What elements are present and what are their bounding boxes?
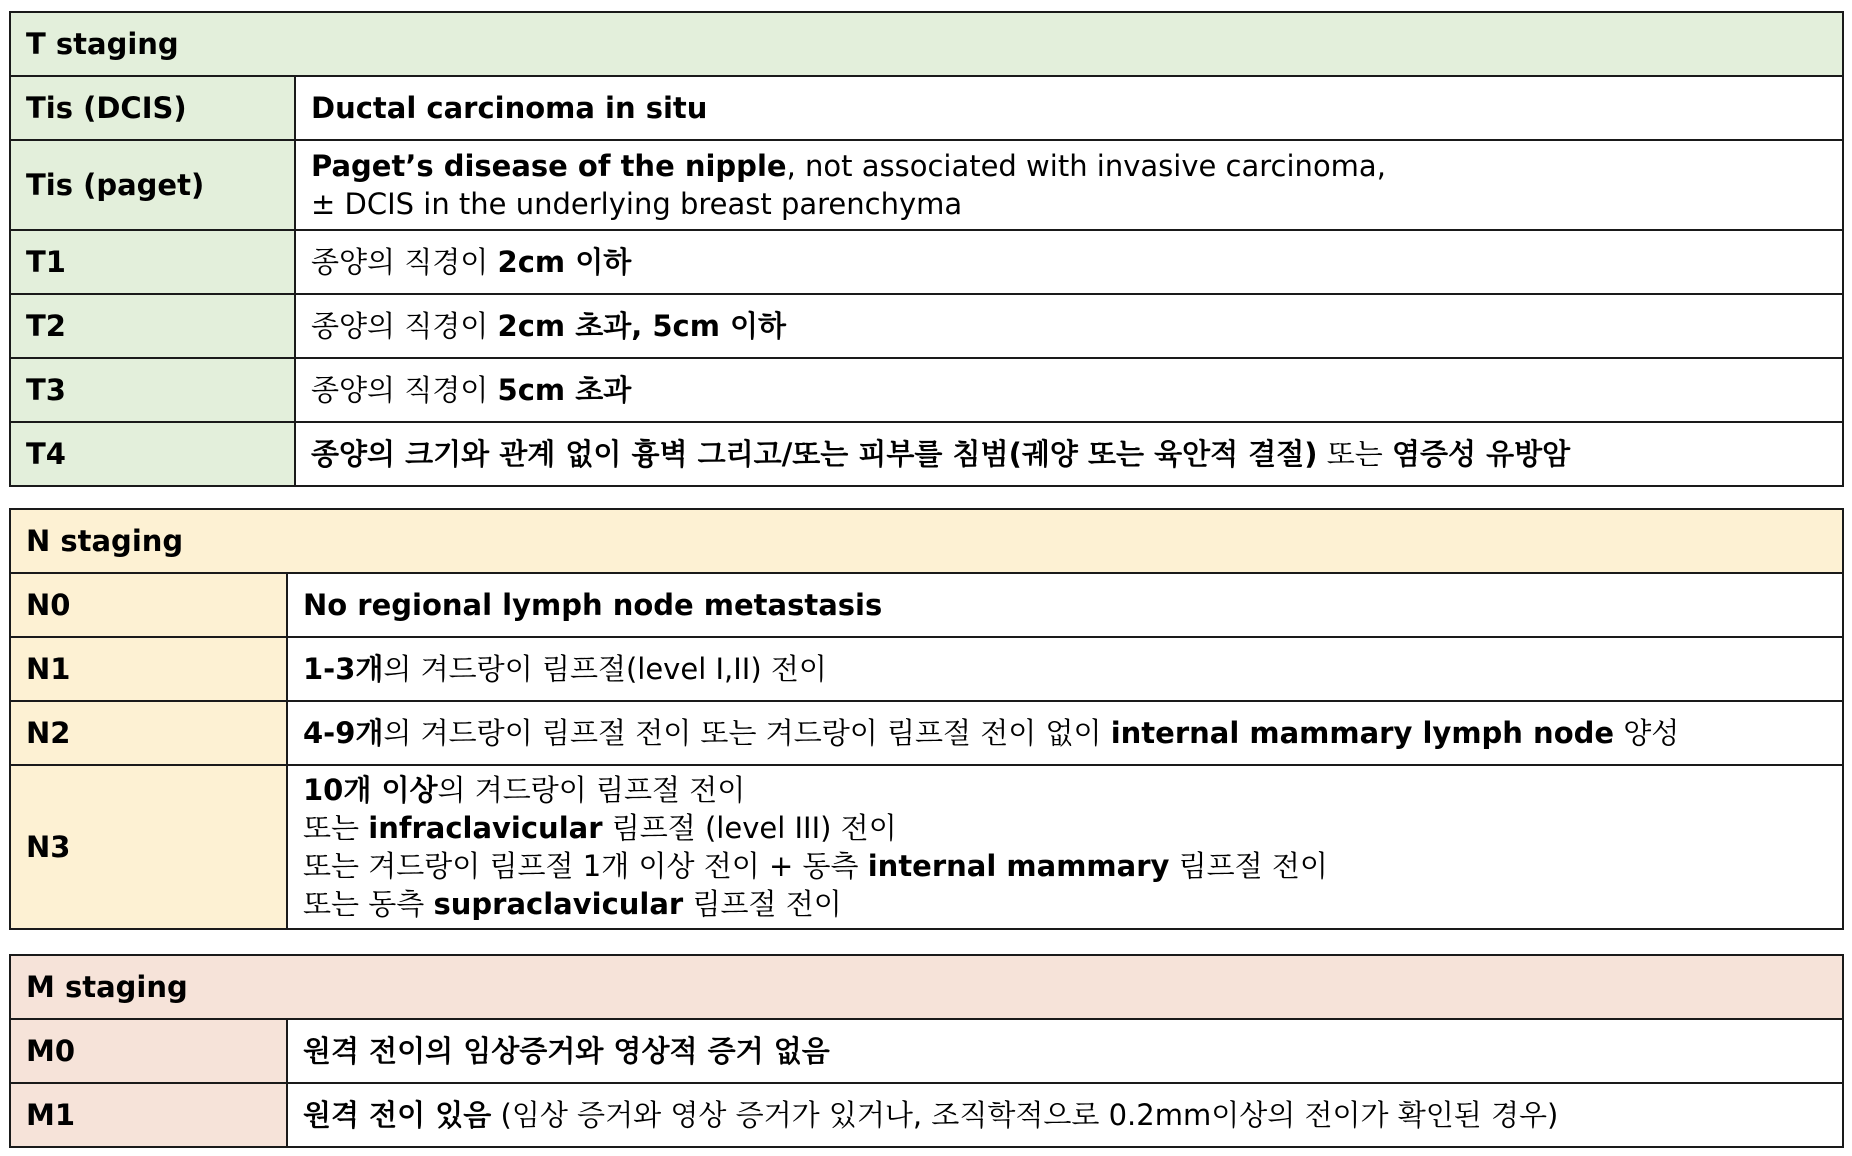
stage-label: N1 [10,637,287,701]
stage-label: N0 [10,573,287,637]
stage-description [295,140,1843,230]
description-line [311,185,1827,223]
stage-description [287,637,1843,701]
description-segment: (임상 증거와 영상 증거가 있거나, 조직학적으로 0.2mm이상의 전이가 확인된 경우) [491,1098,1559,1132]
description-line [303,771,1827,809]
description-segment: 또는 동측 [303,887,434,921]
description-segment: 의 겨드랑이 림프절 전이 또는 겨드랑이 림프절 전이 없이 [383,716,1111,750]
stage-label: Tis (paget) [10,140,295,230]
stage-label: T4 [10,422,295,486]
table-row [10,230,1843,294]
table-row [10,1083,1843,1147]
t-staging-title: T staging [10,12,1843,76]
stage-label: N3 [10,765,287,929]
table-row [10,422,1843,486]
description-segment: 종양의 직경이 [311,373,498,407]
table-row [10,1019,1843,1083]
description-segment: 림프절 (level III) 전이 [602,811,897,845]
stage-description [295,230,1843,294]
t-staging-table [9,11,1844,487]
description-segment: 종양의 직경이 [311,245,498,279]
stage-description [287,765,1843,929]
table-row [10,701,1843,765]
description-segment: infraclavicular [368,811,603,845]
description-line [311,147,1827,185]
description-segment: , not associated with invasive carcinoma, [786,149,1386,183]
description-segment: 5cm 초과 [497,373,632,407]
stage-label: N2 [10,701,287,765]
stage-description [287,1083,1843,1147]
description-segment: 1-3개 [303,652,384,686]
description-line [303,847,1827,885]
description-line [303,885,1827,923]
m-staging-table [9,954,1844,1148]
description-segment: 림프절 전이 [1169,849,1328,883]
stage-description [287,701,1843,765]
description-segment: 4-9개 [303,716,384,750]
stage-description [295,76,1843,140]
description-segment: 의 겨드랑이 림프절(level I,II) 전이 [383,652,827,686]
description-segment: 원격 전이 있음 [303,1098,492,1132]
stage-description [295,294,1843,358]
n-staging-title: N staging [10,509,1843,573]
stage-description [287,1019,1843,1083]
table-row [10,358,1843,422]
t-staging-header-row [10,12,1843,76]
description-segment: 또는 [1317,437,1392,471]
description-segment: 의 겨드랑이 림프절 전이 [437,773,746,807]
description-segment: 또는 겨드랑이 림프절 1개 이상 전이 + 동측 [303,849,868,883]
description-segment: internal mammary [867,849,1170,883]
description-segment: 염증성 유방암 [1391,437,1571,471]
stage-label: Tis (DCIS) [10,76,295,140]
table-row [10,294,1843,358]
table-row [10,76,1843,140]
table-row [10,140,1843,230]
description-segment: 10개 이상 [303,773,438,807]
stage-label: T1 [10,230,295,294]
stage-label: M1 [10,1083,287,1147]
description-segment: 원격 전이의 임상증거와 영상적 증거 없음 [303,1034,830,1068]
stage-description [287,573,1843,637]
table-row [10,637,1843,701]
stage-label: M0 [10,1019,287,1083]
table-row [10,765,1843,929]
description-segment: internal mammary lymph node [1110,716,1615,750]
description-segment: ± DCIS in the underlying breast parenchyma [311,187,963,221]
table-row [10,573,1843,637]
description-segment: 2cm 이하 [497,245,632,279]
description-segment: Paget’s disease of the nipple [311,149,787,183]
description-segment: Ductal carcinoma in situ [311,91,708,125]
n-staging-table [9,508,1844,930]
stage-description [295,358,1843,422]
n-staging-header-row [10,509,1843,573]
stage-description [295,422,1843,486]
stage-label: T2 [10,294,295,358]
description-segment: 또는 [303,811,369,845]
m-staging-title: M staging [10,955,1843,1019]
m-staging-header-row [10,955,1843,1019]
description-segment: 양성 [1614,716,1680,750]
description-segment: 종양의 직경이 [311,309,498,343]
description-segment: 종양의 크기와 관계 없이 흉벽 그리고/또는 피부를 침범(궤양 또는 육안적 결절) [311,437,1318,471]
description-segment: supraclavicular [433,887,684,921]
description-segment: 림프절 전이 [683,887,842,921]
description-line [303,809,1827,847]
description-segment: No regional lymph node metastasis [303,588,883,622]
description-segment: 2cm 초과, 5cm 이하 [497,309,787,343]
stage-label: T3 [10,358,295,422]
